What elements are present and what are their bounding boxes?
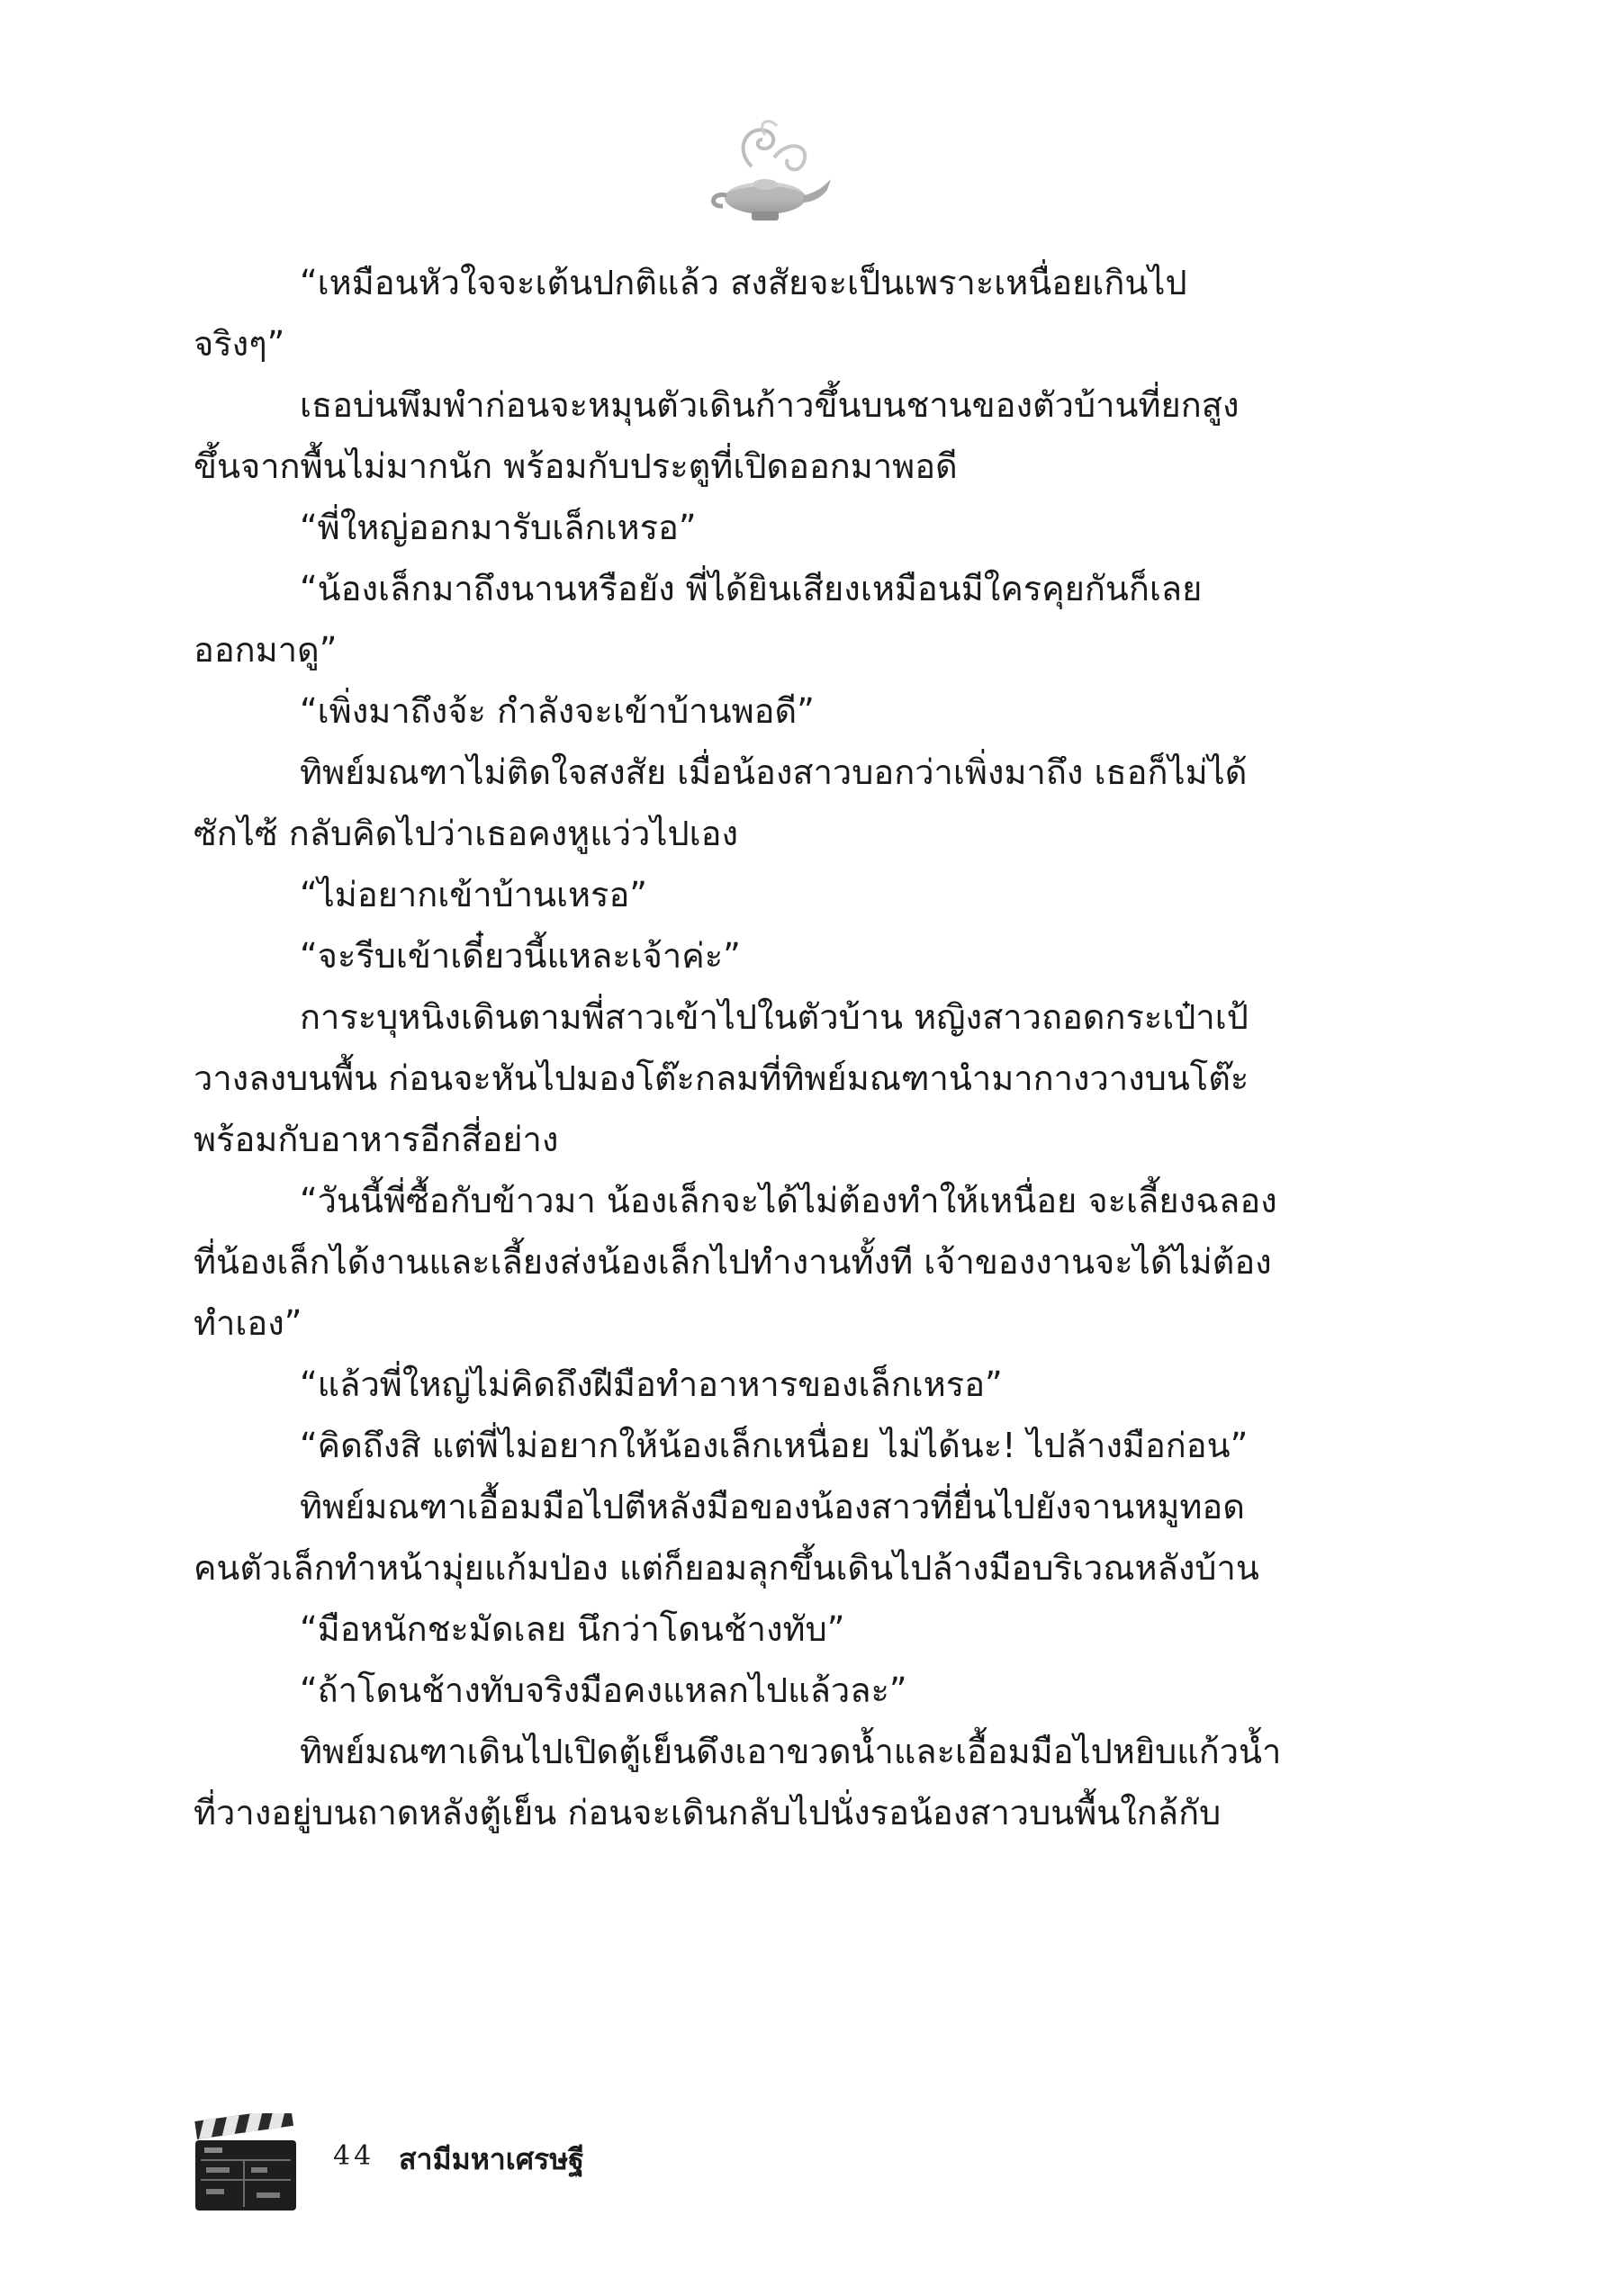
text-line: “พี่ใหญ่ออกมารับเล็กเหรอ” xyxy=(300,508,697,547)
text-line: “เหมือนหัวใจจะเต้นปกติแล้ว สงสัยจะเป็นเพราะเหนื่อยเกินไป xyxy=(300,263,1187,302)
text-line: “คิดถึงสิ แต่พี่ไม่อยากให้น้องเล็กเหนื่อย ไม่ได้นะ! ไปล้างมือก่อน” xyxy=(300,1426,1249,1465)
paragraph xyxy=(194,1660,1328,1721)
paragraph xyxy=(194,742,1328,864)
text-line: เธอบ่นพึมพำก่อนจะหมุนตัวเดินก้าวขึ้นบนชานของตัวบ้านที่ยกสูง xyxy=(300,385,1240,425)
text-line: ทิพย์มณฑาไม่ติดใจสงสัย เมื่อน้องสาวบอกว่าเพิ่งมาถึง เธอก็ไม่ได้ xyxy=(300,752,1248,792)
page-number: 44 xyxy=(333,2140,375,2172)
paragraph xyxy=(194,864,1328,925)
text-line: ขึ้นจากพื้นไม่มากนัก พร้อมกับประตูที่เปิดออกมาพอดี xyxy=(194,446,958,486)
text-line: ทำเอง” xyxy=(194,1303,302,1343)
paragraph xyxy=(194,1721,1328,1843)
book-title: สามีมหาเศรษฐี xyxy=(399,2142,584,2176)
text-line: ทิพย์มณฑาเอื้อมมือไปตีหลังมือของน้องสาวที่ยื่นไปยังจานหมูทอด xyxy=(300,1487,1245,1526)
text-line: “ถ้าโดนช้างทับจริงมือคงแหลกไปแล้วละ” xyxy=(300,1670,907,1710)
paragraph xyxy=(194,374,1328,497)
paragraph xyxy=(194,252,1328,374)
paragraph xyxy=(194,497,1328,558)
paragraph xyxy=(194,1415,1328,1476)
text-line: ทิพย์มณฑาเดินไปเปิดตู้เย็นดึงเอาขวดน้ำและเอื้อมมือไปหยิบแก้วน้ำ xyxy=(300,1732,1282,1771)
text-line: “จะรีบเข้าเดี๋ยวนี้แหละเจ้าค่ะ” xyxy=(300,936,741,976)
text-line: ซักไซ้ กลับคิดไปว่าเธอคงหูแว่วไปเอง xyxy=(194,814,738,853)
paragraph xyxy=(194,558,1328,680)
clapperboard-icon xyxy=(194,2113,298,2212)
text-line: “เพิ่งมาถึงจ้ะ กำลังจะเข้าบ้านพอดี” xyxy=(300,691,815,731)
paragraph xyxy=(194,925,1328,986)
paragraph xyxy=(194,680,1328,742)
body-text xyxy=(194,252,1328,1843)
text-line: การะบุหนิงเดินตามพี่สาวเข้าไปในตัวบ้าน หญิงสาวถอดกระเป๋าเป้ xyxy=(300,997,1249,1037)
text-line: ออกมาดู” xyxy=(194,630,338,670)
text-line: คนตัวเล็กทำหน้ามุ่ยแก้มป่อง แต่ก็ยอมลุกขึ้นเดินไปล้างมือบริเวณหลังบ้าน xyxy=(194,1548,1259,1588)
text-line: ที่วางอยู่บนถาดหลังตู้เย็น ก่อนจะเดินกลับไปนั่งรอน้องสาวบนพื้นใกล้กับ xyxy=(194,1793,1222,1832)
text-line: พร้อมกับอาหารอีกสี่อย่าง xyxy=(194,1120,559,1159)
text-line: “วันนี้พี่ซื้อกับข้าวมา น้องเล็กจะได้ไม่ต้องทำให้เหนื่อย จะเลี้ยงฉลอง xyxy=(300,1181,1277,1220)
page-footer xyxy=(194,2113,824,2212)
text-line: “ไม่อยากเข้าบ้านเหรอ” xyxy=(300,875,647,914)
genie-lamp-icon xyxy=(698,113,833,230)
text-line: “มือหนักชะมัดเลย นึกว่าโดนช้างทับ” xyxy=(300,1609,845,1649)
text-line: ที่น้องเล็กได้งานและเลี้ยงส่งน้องเล็กไปทำงานทั้งที เจ้าของงานจะได้ไม่ต้อง xyxy=(194,1242,1272,1282)
text-line: จริงๆ” xyxy=(194,324,285,364)
paragraph xyxy=(194,986,1328,1170)
paragraph xyxy=(194,1476,1328,1598)
text-line: “น้องเล็กมาถึงนานหรือยัง พี่ได้ยินเสียงเหมือนมีใครคุยกันก็เลย xyxy=(300,569,1203,608)
paragraph xyxy=(194,1598,1328,1660)
text-line: วางลงบนพื้น ก่อนจะหันไปมองโต๊ะกลมที่ทิพย์มณฑานำมากางวางบนโต๊ะ xyxy=(194,1058,1249,1098)
text-line: “แล้วพี่ใหญ่ไม่คิดถึงฝีมือทำอาหารของเล็กเหรอ” xyxy=(300,1364,1003,1404)
paragraph xyxy=(194,1354,1328,1415)
paragraph xyxy=(194,1170,1328,1354)
